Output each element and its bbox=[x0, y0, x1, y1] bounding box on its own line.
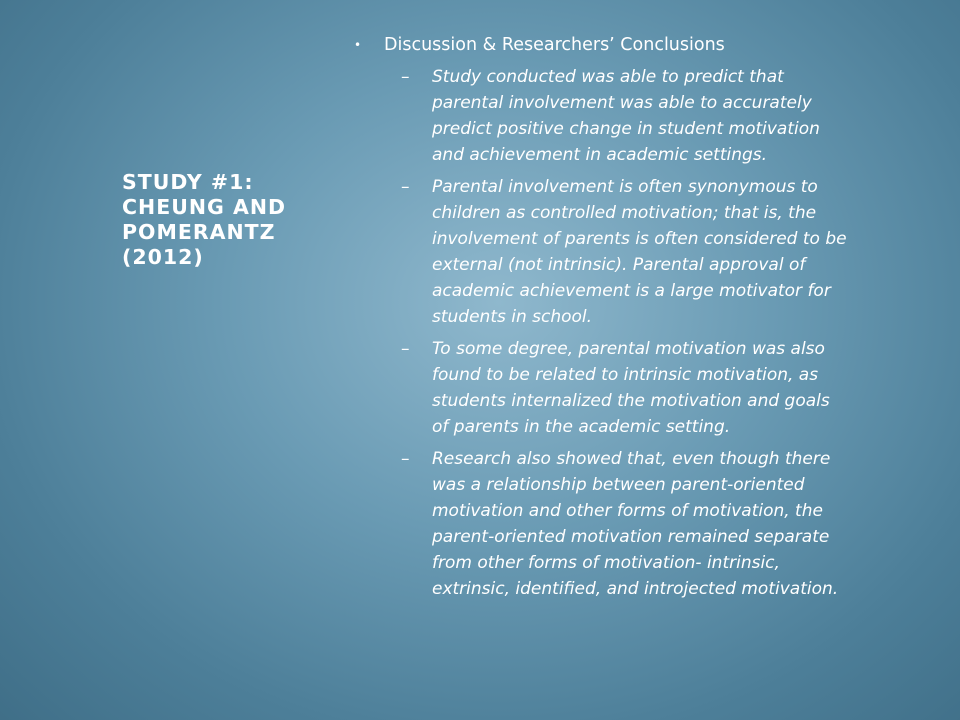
sub-point-line: parental involvement was able to accurately bbox=[432, 93, 812, 113]
sub-point-line: children as controlled motivation; that is, the bbox=[432, 203, 817, 223]
title-line: POMERANTZ bbox=[122, 220, 276, 244]
sub-point-line: Research also showed that, even though there bbox=[432, 449, 831, 469]
sub-point-line: To some degree, parental motivation was also bbox=[432, 339, 825, 359]
sub-point-line: found to be related to intrinsic motivation, as bbox=[432, 365, 819, 385]
dash-icon: – bbox=[401, 177, 410, 197]
bullet-icon: • bbox=[354, 38, 362, 52]
sub-point-line: predict positive change in student motivation bbox=[432, 119, 820, 139]
sub-point-line: students in school. bbox=[432, 307, 593, 327]
sub-point-line: parent-oriented motivation remained separate bbox=[432, 527, 830, 547]
sub-point-line: involvement of parents is often considered to be bbox=[432, 229, 847, 249]
dash-icon: – bbox=[401, 449, 410, 469]
sub-point-line: motivation and other forms of motivation, the bbox=[432, 501, 823, 521]
sub-point-line: external (not intrinsic). Parental approval of bbox=[432, 255, 806, 275]
dash-icon: – bbox=[401, 339, 410, 359]
sub-point bbox=[401, 174, 944, 330]
sub-point bbox=[401, 446, 944, 602]
sub-point-line: Study conducted was able to predict that bbox=[432, 67, 784, 87]
slide-title bbox=[122, 170, 322, 270]
title-line: STUDY #1: bbox=[122, 170, 254, 194]
sub-point-line: of parents in the academic setting. bbox=[432, 417, 731, 437]
sub-point bbox=[401, 64, 944, 168]
sub-point-line: students internalized the motivation and goals bbox=[432, 391, 830, 411]
slide-content bbox=[354, 32, 944, 602]
title-line: CHEUNG AND bbox=[122, 195, 287, 219]
dash-icon: – bbox=[401, 67, 410, 87]
sub-point-line: from other forms of motivation- intrinsic, bbox=[432, 553, 780, 573]
sub-point-line: extrinsic, identified, and introjected motivation. bbox=[432, 579, 839, 599]
sub-point-line: and achievement in academic settings. bbox=[432, 145, 768, 165]
sub-point bbox=[401, 336, 944, 440]
title-line: (2012) bbox=[122, 245, 204, 269]
main-bullet bbox=[354, 32, 944, 58]
sub-point-line: Parental involvement is often synonymous to bbox=[432, 177, 818, 197]
sub-point-line: academic achievement is a large motivator for bbox=[432, 281, 831, 301]
bullet-heading: Discussion & Researchers’ Conclusions bbox=[384, 35, 725, 55]
sub-point-line: was a relationship between parent-oriented bbox=[432, 475, 805, 495]
